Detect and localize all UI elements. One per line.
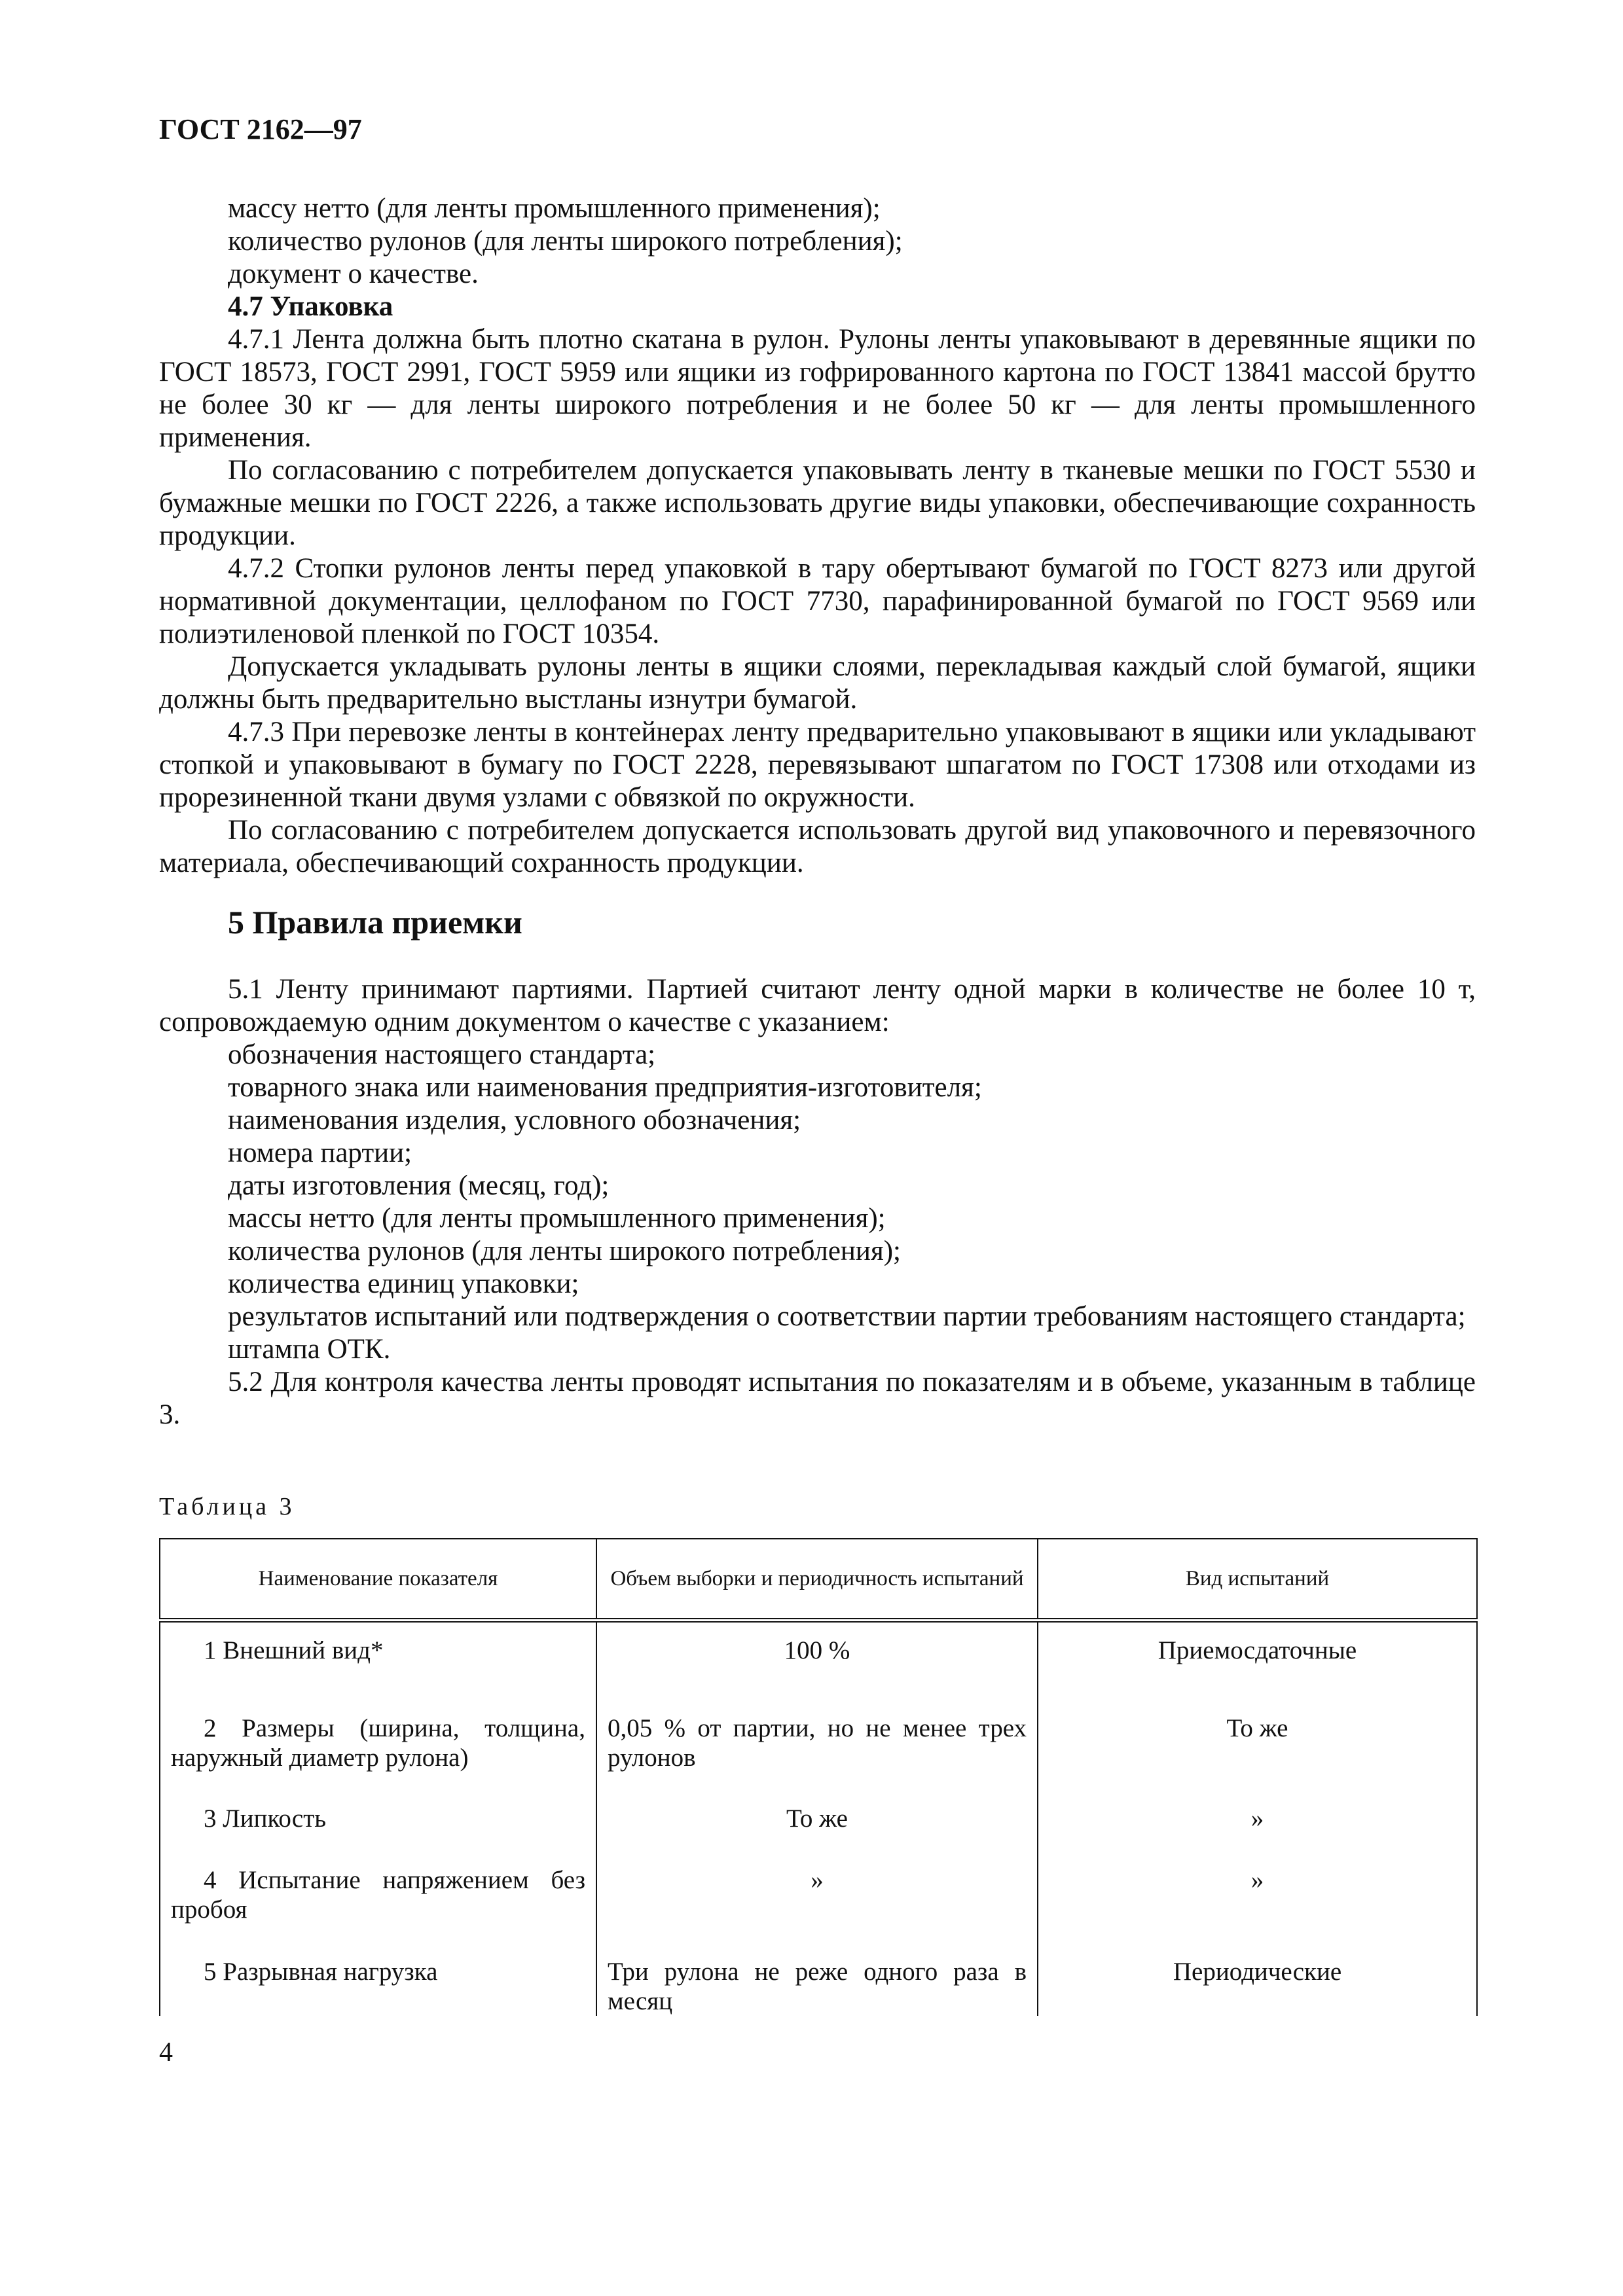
list-item: количество рулонов (для ленты широкого потребления); (228, 226, 903, 257)
table-header-row (160, 1539, 1477, 1621)
table-cell: 1 Внешний вид* (160, 1621, 596, 1700)
list-item: даты изготовления (месяц, год); (228, 1170, 610, 1201)
list-item: количества рулонов (для ленты широкого потребления); (228, 1236, 901, 1266)
paragraph: 5.1 Ленту принимают партиями. Партией считают ленту одной марки в количестве не более 10 т, сопровождаемую одним документом о качестве с указанием: (159, 974, 1476, 1037)
column-header: Объем выборки и периодичность испытаний (596, 1539, 1038, 1621)
list-item: товарного знака или наименования предприятия-изготовителя; (228, 1072, 982, 1103)
table-row (160, 1621, 1477, 1700)
list-item: количества единиц упаковки; (228, 1268, 579, 1299)
list-item: результатов испытаний или подтверждения о соответствии партии требованиям настоящего стандарта; (228, 1301, 1466, 1332)
list-item: обозначения настоящего стандарта; (228, 1039, 656, 1070)
table-cell: 4 Испытание напряжением без пробоя (160, 1852, 596, 1944)
paragraph: 4.7.3 При перевозке ленты в контейнерах ленту предварительно упаковывают в ящики или укладывают стопкой и упаковывают в бумагу по ГОСТ 2228, перевязывают шпагатом по ГОСТ 17308 или отходами из прорезиненной ткани двумя узлами с обвязкой по окружности. (159, 717, 1476, 813)
packaging-section (159, 192, 1476, 880)
table-cell: 100 % (596, 1621, 1038, 1700)
table-row (160, 1791, 1477, 1852)
table-cell: 5 Разрывная нагрузка (160, 1944, 596, 2016)
list-item: массы нетто (для ленты промышленного применения); (228, 1203, 886, 1234)
table-caption: Таблица 3 (159, 1493, 295, 1520)
table-cell: То же (1038, 1700, 1477, 1791)
paragraph: 5.2 Для контроля качества ленты проводят испытания по показателям и в объеме, указанным в таблице 3. (159, 1367, 1476, 1430)
list-item: номера партии; (228, 1138, 412, 1168)
paragraph: Допускается укладывать рулоны ленты в ящики слоями, перекладывая каждый слой бумагой, ящики должны быть предварительно выстланы изнутри бумагой. (159, 651, 1476, 715)
table-row (160, 1944, 1477, 2016)
table-cell: 2 Размеры (ширина, толщина, наружный диаметр рулона) (160, 1700, 596, 1791)
table-cell: 0,05 % от партии, но не менее трех рулонов (596, 1700, 1038, 1791)
paragraph: 4.7.2 Стопки рулонов ленты перед упаковкой в тару обертывают бумагой по ГОСТ 8273 или другой нормативной документации, целлофаном по ГОСТ 7730, парафинированной бумагой по ГОСТ 9569 или полиэтиленовой пленкой по ГОСТ 10354. (159, 553, 1476, 649)
column-header: Наименование показателя (160, 1539, 596, 1621)
list-item: наименования изделия, условного обозначения; (228, 1105, 801, 1136)
section-heading: 5 Правила приемки (228, 904, 522, 941)
document-header: ГОСТ 2162—97 (159, 113, 362, 145)
paragraph: По согласованию с потребителем допускается использовать другой вид упаковочного и перевязочного материала, обеспечивающий сохранность продукции. (159, 815, 1476, 878)
table-cell: » (1038, 1852, 1477, 1944)
list-item: штампа ОТК. (228, 1334, 391, 1365)
list-item: документ о качестве. (228, 259, 479, 289)
table-cell: » (1038, 1791, 1477, 1852)
table-cell: Приемосдаточные (1038, 1621, 1477, 1700)
table-row (160, 1700, 1477, 1791)
table-cell: » (596, 1852, 1038, 1944)
list-item: массу нетто (для ленты промышленного применения); (228, 193, 881, 224)
paragraph: 4.7.1 Лента должна быть плотно скатана в рулон. Рулоны ленты упаковывают в деревянные ящики по ГОСТ 18573, ГОСТ 2991, ГОСТ 5959 или ящики из гофрированного картона по ГОСТ 13841 массой брутто не более 30 кг — для ленты широкого потребления и не более 50 кг — для ленты промышленного применения. (159, 324, 1476, 453)
table-cell: То же (596, 1791, 1038, 1852)
subsection-heading: 4.7 Упаковка (228, 291, 393, 322)
table-cell: Периодические (1038, 1944, 1477, 2016)
acceptance-section (159, 973, 1476, 1431)
table-row (160, 1852, 1477, 1944)
table-3 (159, 1538, 1478, 2016)
page-number: 4 (159, 2037, 173, 2068)
table-cell: Три рулона не реже одного раза в месяц (596, 1944, 1038, 2016)
table-cell: 3 Липкость (160, 1791, 596, 1852)
paragraph: По согласованию с потребителем допускается упаковывать ленту в тканевые мешки по ГОСТ 5530 и бумажные мешки по ГОСТ 2226, а также использовать другие виды упаковки, обеспечивающие сохранность продукции. (159, 455, 1476, 551)
column-header: Вид испытаний (1038, 1539, 1477, 1621)
